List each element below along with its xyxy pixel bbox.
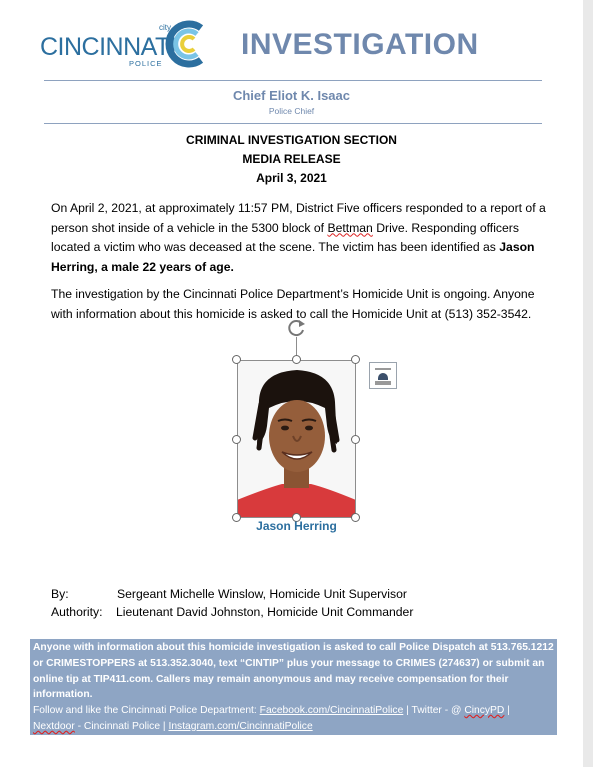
paragraph-investigation[interactable]: The investigation by the Cincinnati Police Department’s Homicide Unit is ongoing. Anyone with information about this homicide is asked to call the Homicide Unit at (513) 352-3542. [51, 287, 535, 321]
by-row [51, 587, 551, 603]
by-label: By: [51, 587, 69, 601]
paragraph-incident[interactable] [51, 199, 556, 277]
nextdoor-rest: - Cincinnati Police | [74, 720, 169, 732]
authority-row [51, 605, 551, 621]
footer-tip-box [30, 639, 557, 735]
resize-handle-top-left[interactable] [232, 355, 241, 364]
document-title: INVESTIGATION [241, 28, 479, 61]
nextdoor-link[interactable]: Nextdoor [33, 720, 75, 732]
release-date: April 3, 2021 [256, 171, 327, 185]
resize-handle-top-center[interactable] [292, 355, 301, 364]
photo-caption: Jason Herring [256, 519, 337, 533]
footer-social-line [33, 703, 554, 735]
paragraph-incident-part2: Drive. Responding officers located a victim who was deceased at the scene. The victim has been identified as [51, 220, 519, 254]
logo-police: POLICE [129, 59, 163, 68]
resize-handle-middle-right[interactable] [351, 435, 360, 444]
follow-prefix: Follow and like the Cincinnati Police Department: [33, 705, 260, 717]
release-type: MEDIA RELEASE [242, 152, 341, 166]
authority-label: Authority: [51, 605, 103, 619]
logo-city-of: city of [159, 23, 180, 32]
rotate-handle-icon[interactable] [286, 317, 307, 338]
chief-name: Chief Eliot K. Isaac [232, 88, 351, 103]
window-margin [583, 0, 593, 767]
twitter-link[interactable]: CincyPD [464, 705, 505, 717]
section-name: CRIMINAL INVESTIGATION SECTION [186, 133, 397, 147]
twitter-prefix: | Twitter - @ [403, 705, 465, 717]
facebook-link[interactable]: Facebook.com/CincinnatiPolice [259, 705, 404, 717]
separator: | [504, 705, 510, 717]
spellcheck-word[interactable]: Bettman [327, 220, 373, 235]
logo-city-name: CINCINNATI [40, 33, 177, 61]
header-rule-top [44, 80, 542, 81]
photo-selection-frame [237, 360, 356, 518]
header-rule-bottom [44, 123, 542, 124]
chief-title: Police Chief [268, 106, 315, 116]
authority-value: Lieutenant David Johnston, Homicide Unit Commander [116, 605, 414, 619]
victim-identity: Jason Herring, a male 22 years of age. [51, 240, 535, 274]
layout-options-button[interactable] [369, 362, 397, 389]
layout-options-icon [370, 363, 396, 388]
resize-handle-middle-left[interactable] [232, 435, 241, 444]
cincinnati-police-logo [38, 18, 218, 76]
logo-c-mark-icon [161, 18, 207, 70]
resize-handle-top-right[interactable] [351, 355, 360, 364]
footer-tip-text: Anyone with information about this homicide investigation is asked to call Police Dispatch at 513.765.1212 or CRIMESTOPPERS at 513.352.3040, text “CINTIP” plus your message to CRIMES (274637) or submit an online tip at TIP411.com. Callers may remain anonymous and may receive compensation for their information. [33, 642, 554, 701]
instagram-link[interactable]: Instagram.com/CincinnatiPolice [168, 720, 313, 732]
by-value: Sergeant Michelle Winslow, Homicide Unit Supervisor [117, 587, 407, 601]
paragraph-incident-part1: On April 2, 2021, at approximately 11:57 PM, District Five officers responded to a report of a person shot inside of a vehicle in the 5300 block of [51, 201, 546, 235]
